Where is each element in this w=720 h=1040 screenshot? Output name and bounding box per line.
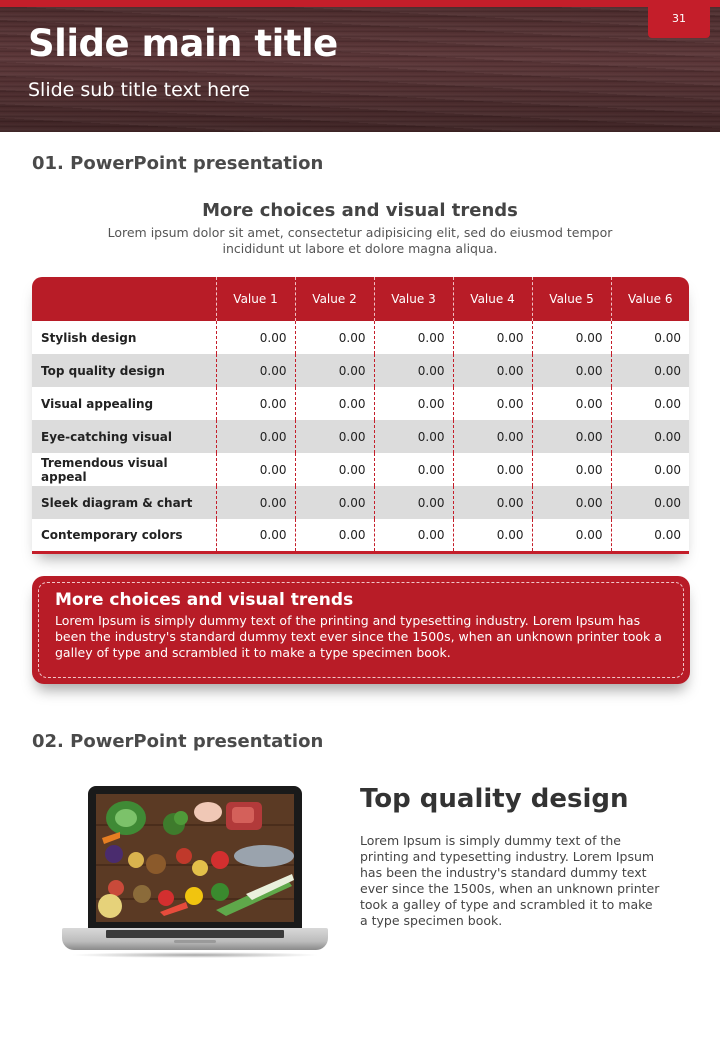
table-cell: 0.00 xyxy=(611,387,689,420)
table-cell: 0.00 xyxy=(453,354,532,387)
table-cell: 0.00 xyxy=(611,453,689,486)
table-cell: 0.00 xyxy=(374,354,453,387)
header-accent-bar xyxy=(0,0,720,7)
callout-box xyxy=(32,576,690,684)
table-cell: 0.00 xyxy=(374,420,453,453)
table-cell: 0.00 xyxy=(532,321,611,354)
table-cell: 0.00 xyxy=(532,453,611,486)
section-1-heading: More choices and visual trends xyxy=(202,200,518,221)
laptop-base xyxy=(62,928,328,950)
table-cell: 0.00 xyxy=(216,420,295,453)
row-label: Visual appealing xyxy=(32,387,216,420)
table-cell: 0.00 xyxy=(374,321,453,354)
table-cell: 0.00 xyxy=(611,519,689,552)
table-cell: 0.00 xyxy=(295,354,374,387)
table-cell: 0.00 xyxy=(216,387,295,420)
table-cell: 0.00 xyxy=(532,486,611,519)
slide-main-title: Slide main title xyxy=(28,22,338,65)
row-label: Stylish design xyxy=(32,321,216,354)
table-row xyxy=(32,519,689,552)
section-2-title: 02. PowerPoint presentation xyxy=(32,731,324,752)
table-cell: 0.00 xyxy=(216,453,295,486)
table-cell: 0.00 xyxy=(295,321,374,354)
table-cell: 0.00 xyxy=(611,321,689,354)
table-row xyxy=(32,420,689,453)
values-table xyxy=(32,277,689,554)
row-label: Eye-catching visual xyxy=(32,420,216,453)
table-row xyxy=(32,486,689,519)
vegetables-photo xyxy=(96,794,294,922)
row-label: Sleek diagram & chart xyxy=(32,486,216,519)
table-row xyxy=(32,453,689,486)
table-cell: 0.00 xyxy=(216,519,295,552)
table-cell: 0.00 xyxy=(532,387,611,420)
table-header-cell: Value 3 xyxy=(374,277,453,321)
table-cell: 0.00 xyxy=(532,519,611,552)
table-cell: 0.00 xyxy=(374,519,453,552)
table-cell: 0.00 xyxy=(216,321,295,354)
table-cell: 0.00 xyxy=(295,453,374,486)
table-cell: 0.00 xyxy=(611,486,689,519)
table-cell: 0.00 xyxy=(532,420,611,453)
table-header-cell: Value 5 xyxy=(532,277,611,321)
table-cell: 0.00 xyxy=(453,387,532,420)
section-2-heading: Top quality design xyxy=(360,784,629,814)
table-cell: 0.00 xyxy=(374,453,453,486)
table-cell: 0.00 xyxy=(453,519,532,552)
table-cell: 0.00 xyxy=(216,486,295,519)
table-cell: 0.00 xyxy=(295,387,374,420)
laptop-trackpad-notch xyxy=(174,940,216,943)
table-header-row xyxy=(32,277,689,321)
table-cell: 0.00 xyxy=(295,486,374,519)
page-number-badge: 31 xyxy=(648,0,710,38)
section-1-title: 01. PowerPoint presentation xyxy=(32,153,324,174)
laptop-lid xyxy=(88,786,302,928)
table-cell: 0.00 xyxy=(453,453,532,486)
table-header-cell: Value 6 xyxy=(611,277,689,321)
callout-text: Lorem Ipsum is simply dummy text of the printing and typesetting industry. Lorem Ipsum has been the industry's standard dummy text ever since the 1500s, when an unknown printer took a galley of type and scrambled it to make a type specimen book. xyxy=(55,613,662,660)
table-cell: 0.00 xyxy=(374,387,453,420)
table-header-cell: Value 4 xyxy=(453,277,532,321)
table-cell: 0.00 xyxy=(611,354,689,387)
section-1-description: Lorem ipsum dolor sit amet, consectetur adipisicing elit, sed do eiusmod tempor incididunt ut labore et dolore magna aliqua. xyxy=(107,225,613,256)
table-cell: 0.00 xyxy=(295,519,374,552)
table-cell: 0.00 xyxy=(611,420,689,453)
callout-title: More choices and visual trends xyxy=(55,590,354,610)
table-cell: 0.00 xyxy=(216,354,295,387)
row-label: Contemporary colors xyxy=(32,519,216,552)
row-label: Top quality design xyxy=(32,354,216,387)
laptop-image xyxy=(62,786,328,962)
laptop-keyboard xyxy=(106,930,284,938)
laptop-shadow xyxy=(70,952,320,958)
table-row xyxy=(32,321,689,354)
table-cell: 0.00 xyxy=(374,486,453,519)
row-label: Tremendous visual appeal xyxy=(32,453,216,486)
slide-sub-title: Slide sub title text here xyxy=(28,79,250,101)
table-cell: 0.00 xyxy=(532,354,611,387)
table-row xyxy=(32,387,689,420)
table-row xyxy=(32,354,689,387)
table-cell: 0.00 xyxy=(453,486,532,519)
table-cell: 0.00 xyxy=(295,420,374,453)
header-banner xyxy=(0,0,720,132)
table-header-empty xyxy=(32,277,216,321)
table-cell: 0.00 xyxy=(453,420,532,453)
section-2-text: Lorem Ipsum is simply dummy text of the printing and typesetting industry. Lorem Ipsum has been the industry's standard dummy text ever since the 1500s, when an unknown printer took a galley of type and scrambled it to make a type specimen book. xyxy=(360,833,660,928)
table-cell: 0.00 xyxy=(453,321,532,354)
table-header-cell: Value 2 xyxy=(295,277,374,321)
table-header-cell: Value 1 xyxy=(216,277,295,321)
